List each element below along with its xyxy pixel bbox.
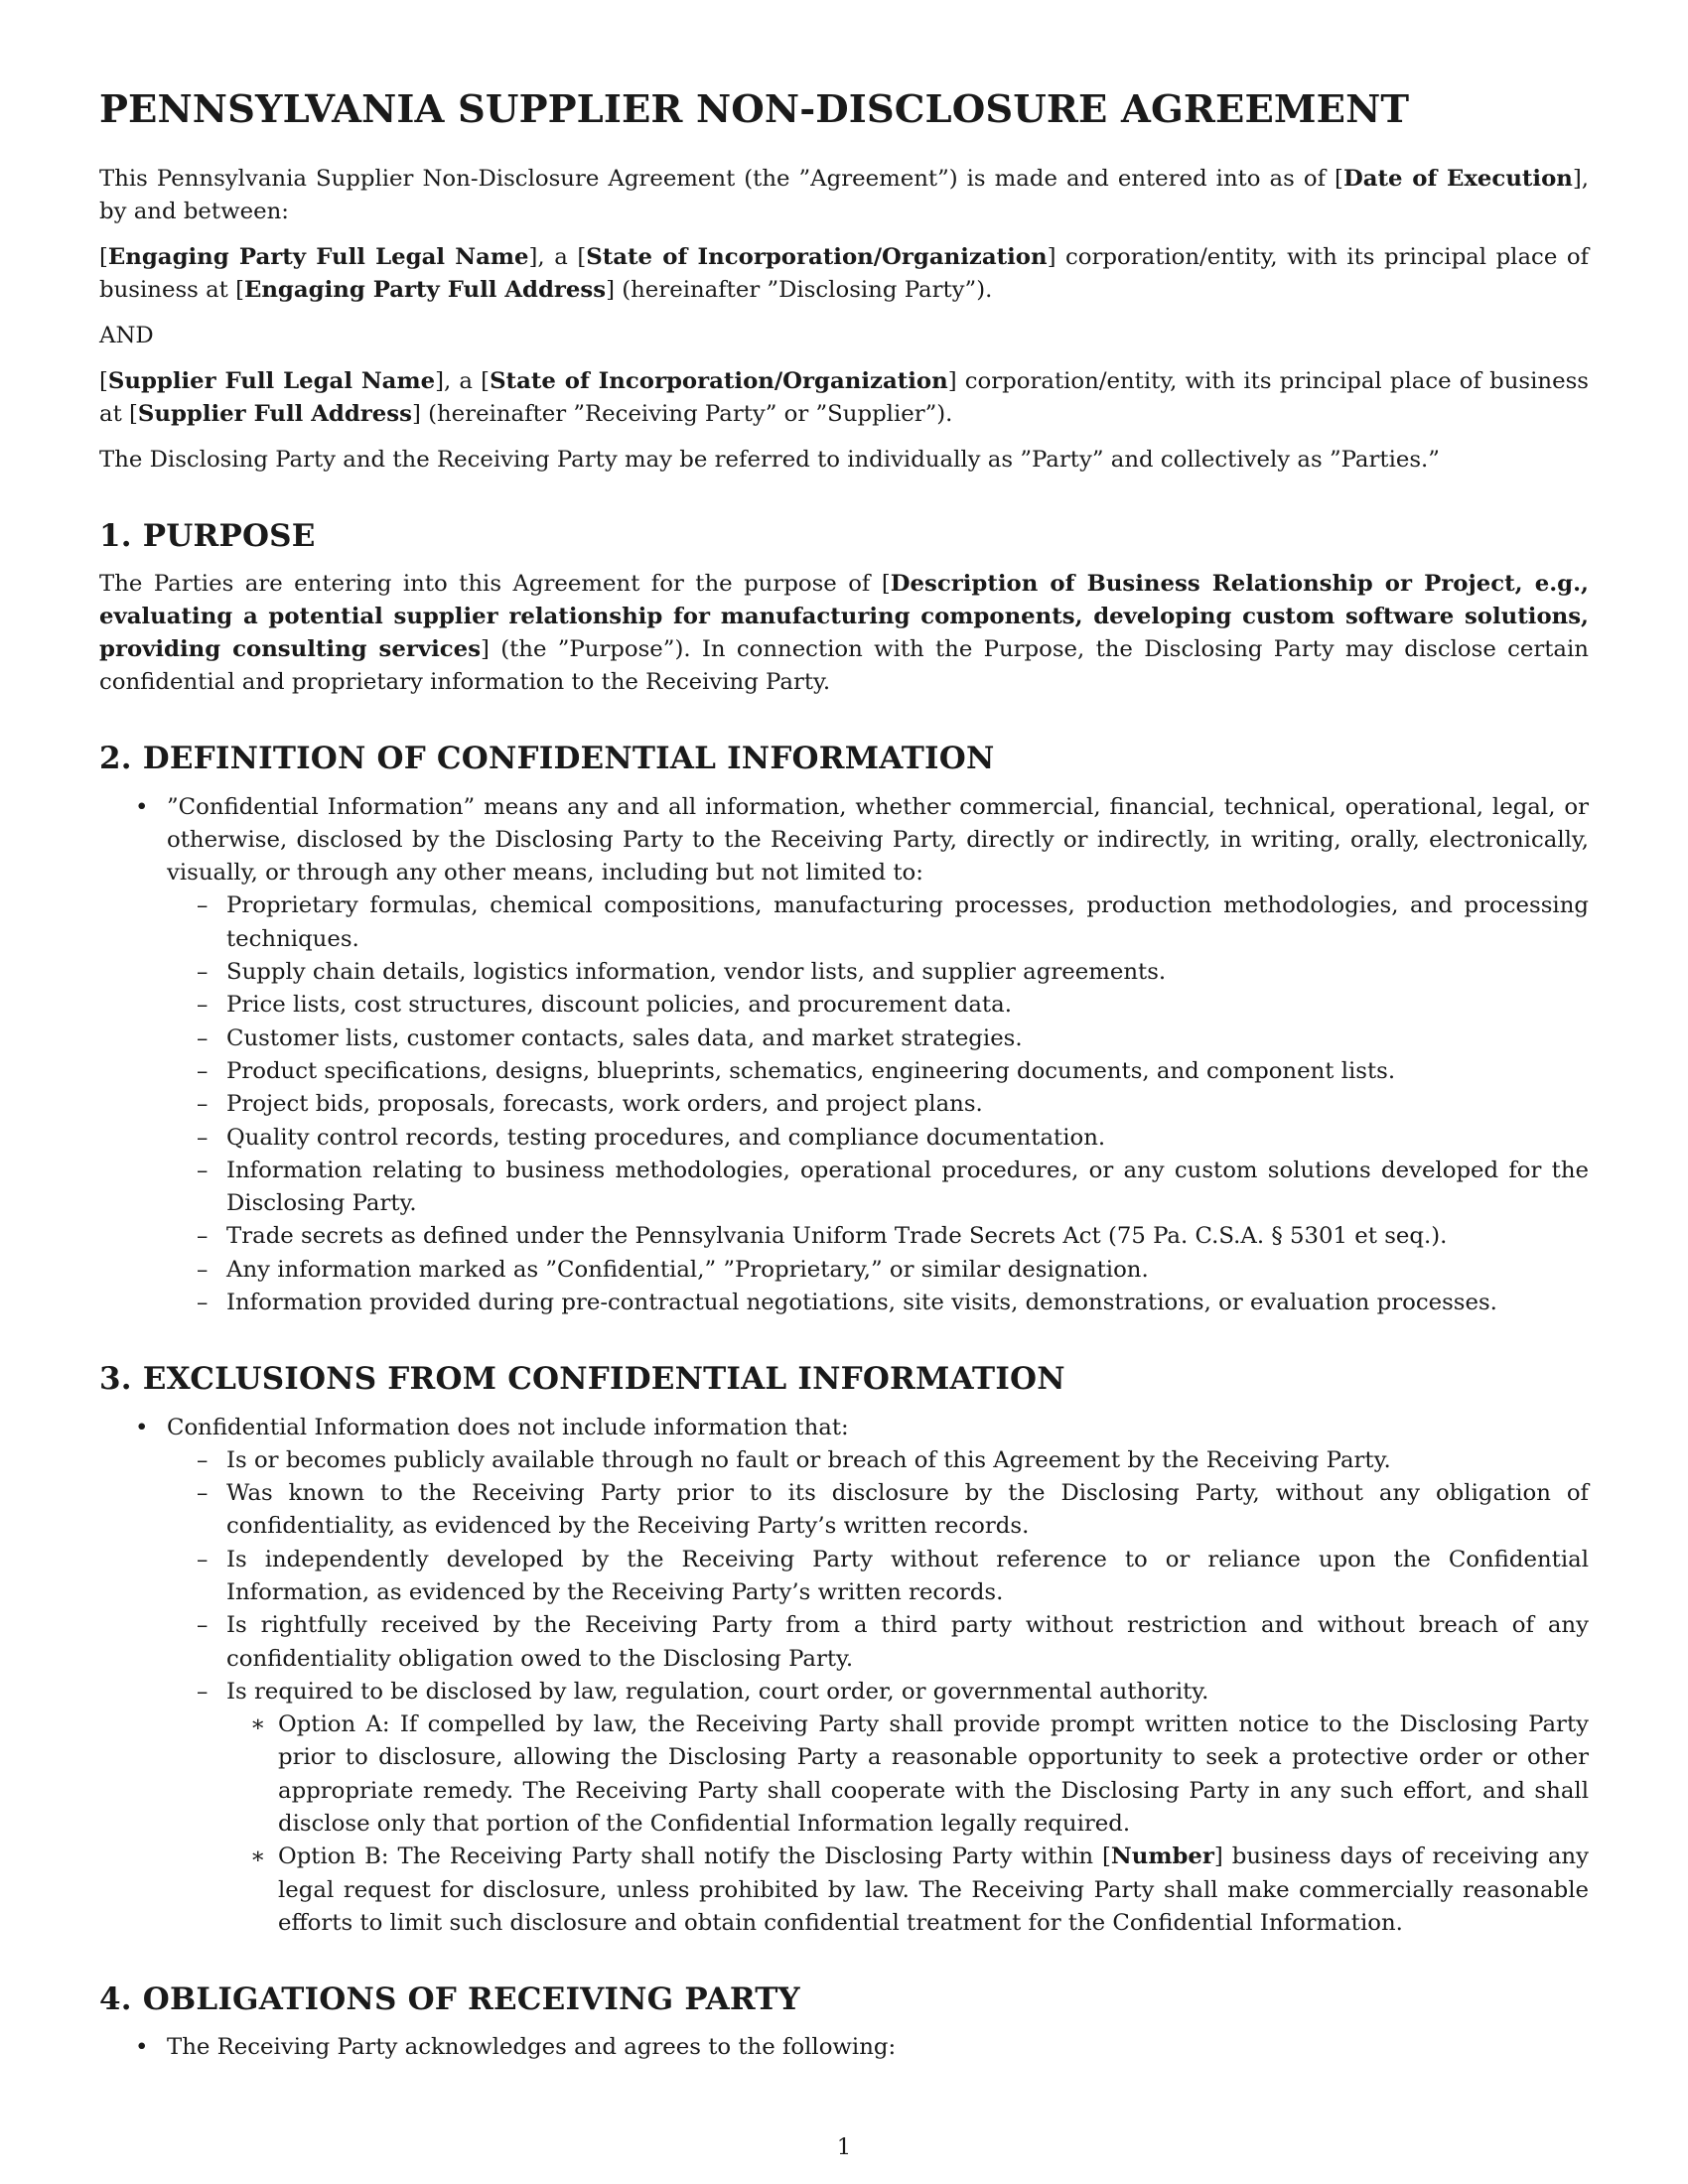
supplier-name-placeholder: Supplier Full Legal Name [107, 368, 436, 395]
number-placeholder: Number [1110, 1843, 1214, 1870]
section-4-heading: 4. OBLIGATIONS OF RECEIVING PARTY [99, 1981, 800, 2018]
party1-text: ], a [ [528, 244, 587, 271]
party1-paragraph [99, 241, 1589, 307]
engaging-party-address-placeholder: Engaging Party Full Address [243, 277, 607, 304]
list-item: – Proprietary formulas, chemical compositions, manufacturing processes, production methodologies, and processing techniques. [167, 889, 1589, 956]
required-disclosure-text: Is required to be disclosed by law, regulation, court order, or governmental authority. [226, 1678, 1209, 1705]
section-1-heading: 1. PURPOSE [99, 518, 316, 555]
option-b-item [226, 1841, 1589, 1940]
date-placeholder: Date of Execution [1342, 166, 1573, 193]
page-number: 1 [836, 2134, 852, 2160]
and-text: AND [99, 323, 154, 349]
definition-sublist [167, 889, 1589, 1319]
list-item: – Is rightfully received by the Receiving Party from a third party without restriction and without breach of any confidentiality obligation owed to the Disclosing Party. [167, 1609, 1589, 1676]
list-item: – Customer lists, customer contacts, sales data, and market strategies. [167, 1023, 1589, 1055]
exclusions-list [99, 1412, 1589, 1941]
option-a-item: ∗ Option A: If compelled by law, the Receiving Party shall provide prompt written notice to the Disclosing Party prior to disclosure, allowing the Disclosing Party a reasonable opportunity to seek a protective order or other appropriate remedy. The Receiving Party shall cooperate with the Disclosing Party in any such effort, and shall disclose only that portion of the Confidential Information legally required. [226, 1708, 1589, 1841]
list-item: – Information relating to business methodologies, operational procedures, or any custom solutions developed for the Disclosing Party. [167, 1155, 1589, 1221]
option-b-text: Option B: The Receiving Party shall notify the Disclosing Party within [ [278, 1843, 1111, 1870]
party2-text: ], a [ [435, 368, 491, 395]
bracket: [ [99, 244, 108, 271]
list-item: – Information provided during pre-contractual negotiations, site visits, demonstrations, or evaluation processes. [167, 1287, 1589, 1319]
list-item: – Price lists, cost structures, discount policies, and procurement data. [167, 989, 1589, 1022]
engaging-party-name-placeholder: Engaging Party Full Legal Name [107, 244, 529, 271]
purpose-paragraph [99, 568, 1589, 699]
exclusions-text: Confidential Information does not include information that: [167, 1414, 849, 1440]
intro-paragraph [99, 163, 1589, 228]
engaging-party-state-placeholder: State of Incorporation/Organization [586, 244, 1048, 271]
definition-list [99, 791, 1589, 1320]
list-item: • The Receiving Party acknowledges and agrees to the following: [99, 2031, 1589, 2064]
intro-text: This Pennsylvania Supplier Non-Disclosure Agreement (the ”Agreement”) is made and entered into as of [ [99, 166, 1343, 193]
party1-text: ] (hereinafter ”Disclosing Party”). [606, 277, 993, 304]
section-3-heading: 3. EXCLUSIONS FROM CONFIDENTIAL INFORMATION [99, 1361, 1065, 1398]
party1-text: ] corporation/entity, with its principal place of business at [ [99, 244, 1590, 304]
purpose-text: The Parties are entering into this Agreement for the purpose of [ [99, 571, 891, 598]
section-2-heading: 2. DEFINITION OF CONFIDENTIAL INFORMATION [99, 741, 995, 777]
disclosure-options-list [226, 1708, 1589, 1940]
bracket: [ [99, 368, 108, 395]
intro-text-end: ], by and between: [99, 166, 1589, 225]
document-page [99, 87, 1589, 2065]
list-item: – Supply chain details, logistics information, vendor lists, and supplier agreements. [167, 956, 1589, 989]
list-item: – Trade secrets as defined under the Pennsylvania Uniform Trade Secrets Act (75 Pa. C.S.A. § 5301 et seq.). [167, 1220, 1589, 1253]
option-b-text-end: ] business days of receiving any legal request for disclosure, unless prohibited by law. The Receiving Party shall make commercially reasonable efforts to limit such disclosure and obtain confidential treatment for the Confidential Information. [278, 1843, 1589, 1936]
list-item: – Was known to the Receiving Party prior to its disclosure by the Disclosing Party, without any obligation of confidentiality, as evidenced by the Receiving Party’s written records. [167, 1477, 1589, 1544]
list-item [167, 1676, 1589, 1940]
purpose-text-end: ] (the ”Purpose”). In connection with the Purpose, the Disclosing Party may disclose certain confidential and proprietary information to the Receiving Party. [99, 636, 1589, 696]
list-item: – Project bids, proposals, forecasts, work orders, and project plans. [167, 1088, 1589, 1121]
list-item: – Is independently developed by the Receiving Party without reference to or reliance upon the Confidential Information, as evidenced by the Receiving Party’s written records. [167, 1544, 1589, 1610]
document-title: PENNSYLVANIA SUPPLIER NON-DISCLOSURE AGREEMENT [99, 87, 1410, 132]
list-item: – Quality control records, testing procedures, and compliance documentation. [167, 1122, 1589, 1155]
party2-text: ] (hereinafter ”Receiving Party” or ”Supplier”). [411, 401, 953, 428]
obligations-list [99, 2031, 1589, 2064]
list-item [99, 1412, 1589, 1941]
list-item: – Is or becomes publicly available through no fault or breach of this Agreement by the Receiving Party. [167, 1444, 1589, 1477]
supplier-address-placeholder: Supplier Full Address [137, 401, 412, 428]
party2-text: ] corporation/entity, with its principal place of business at [ [99, 368, 1589, 428]
purpose-placeholder: Description of Business Relationship or Project, e.g., evaluating a potential supplier relationship for manufacturing components, developing custom software solutions, providing consulting services [99, 571, 1589, 663]
list-item: – Any information marked as ”Confidential,” ”Proprietary,” or similar designation. [167, 1254, 1589, 1287]
list-item: – Product specifications, designs, blueprints, schematics, engineering documents, and component lists. [167, 1055, 1589, 1088]
supplier-state-placeholder: State of Incorporation/Organization [490, 368, 948, 395]
list-item [99, 791, 1589, 1320]
definition-text: ”Confidential Information” means any and all information, whether commercial, financial, technical, operational, legal, or otherwise, disclosed by the Disclosing Party to the Receiving Party, directly or indirectly, in writing, orally, electronically, visually, or through any other means, including but not limited to: [167, 793, 1589, 887]
parties-paragraph: The Disclosing Party and the Receiving Party may be referred to individually as ”Party” and collectively as ”Parties.” [99, 447, 1440, 474]
party2-paragraph [99, 365, 1589, 431]
exclusions-sublist [167, 1444, 1589, 1940]
